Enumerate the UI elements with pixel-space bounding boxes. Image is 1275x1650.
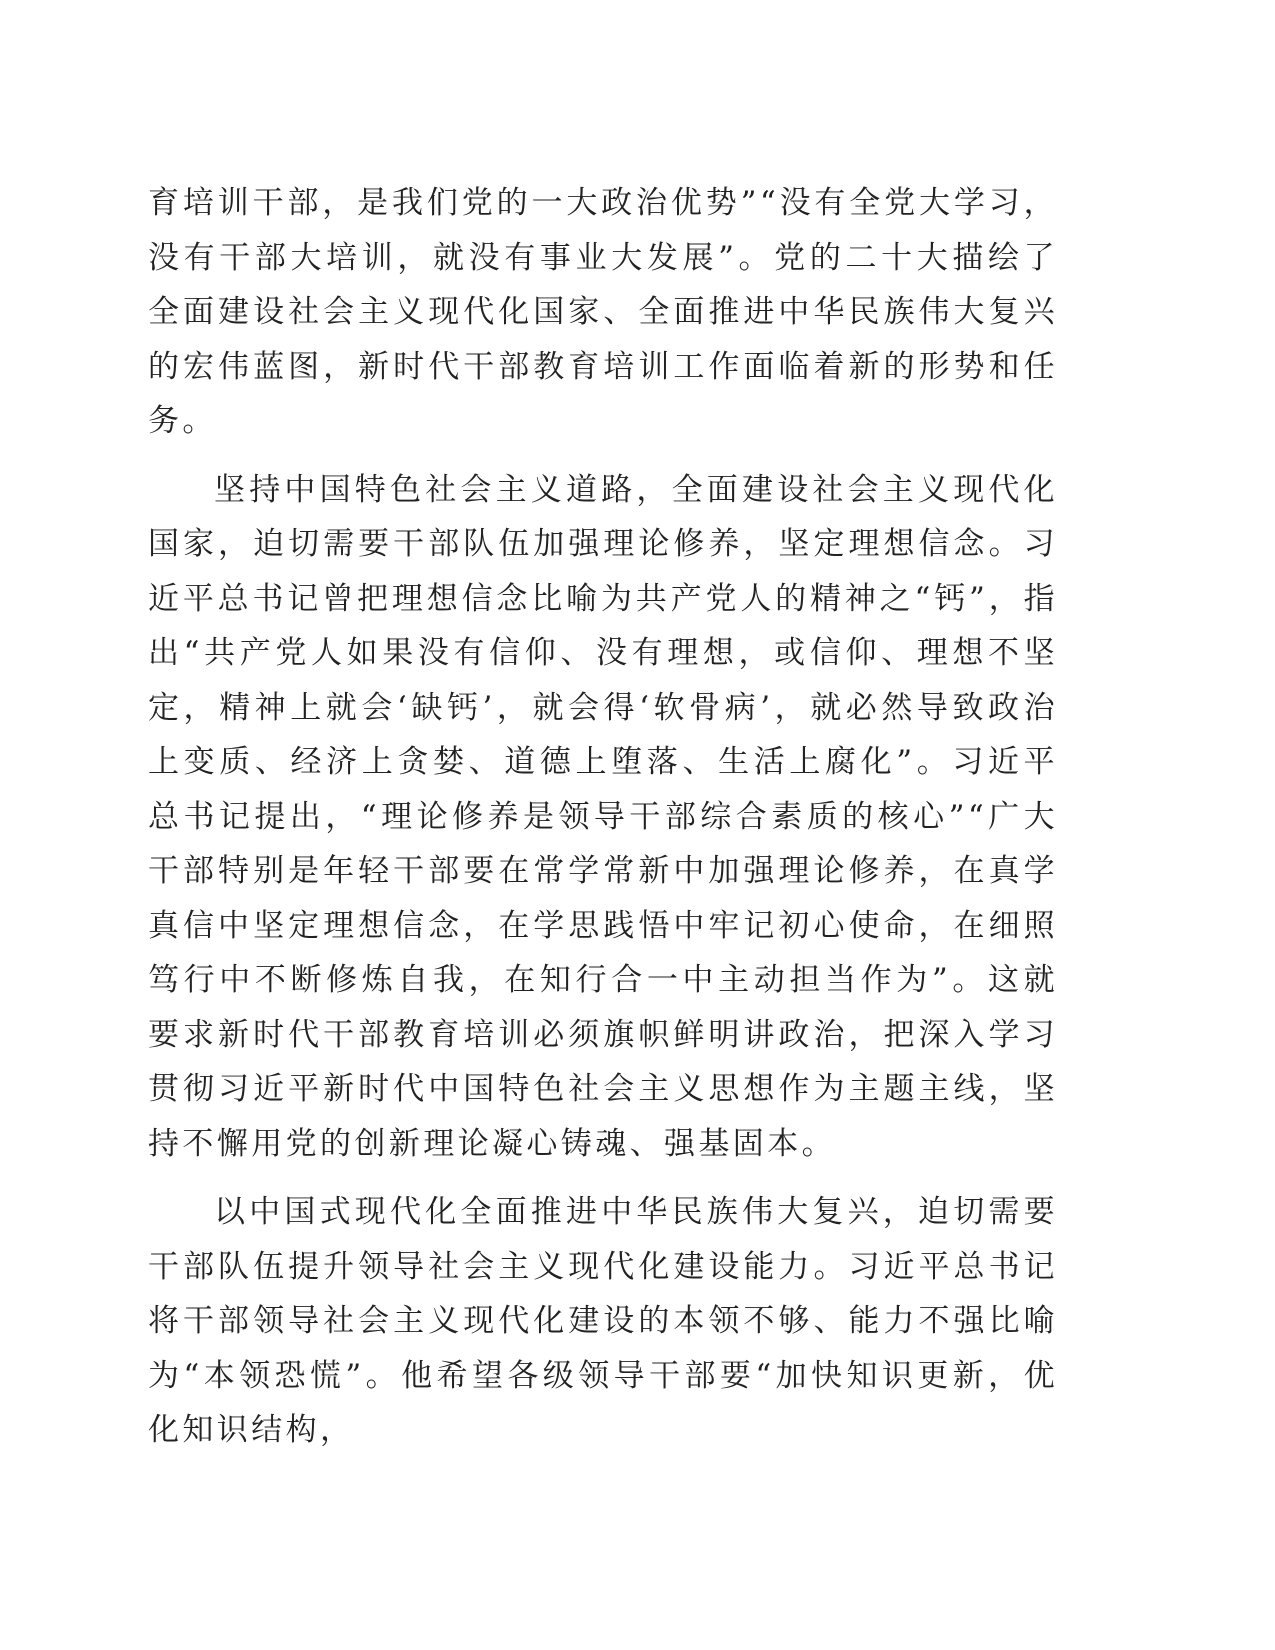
document-body <box>148 176 1058 1472</box>
paragraph-ideals-and-beliefs: 坚持中国特色社会主义道路，全面建设社会主义现代化国家，迫切需要干部队伍加强理论修养，坚定理想信念。习近平总书记曾把理想信念比喻为共产党人的精神之“钙”，指出“共产党人如果没有信仰、没有理想，或信仰、理想不坚定，精神上就会‘缺钙’，就会得‘软骨病’，就必然导致政治上变质、经济上贪婪、道德上堕落、生活上腐化”。习近平总书记提出，“理论修养是领导干部综合素质的核心”“广大干部特别是年轻干部要在常学常新中加强理论修养，在真学真信中坚定理想信念，在学思践悟中牢记初心使命，在细照笃行中不断修炼自我，在知行合一中主动担当作为”。这就要求新时代干部教育培训必须旗帜鲜明讲政治，把深入学习贯彻习近平新时代中国特色社会主义思想作为主题主线，坚持不懈用党的创新理论凝心铸魂、强基固本。 <box>148 471 1058 1162</box>
paragraph-modernization-capability: 以中国式现代化全面推进中华民族伟大复兴，迫切需要干部队伍提升领导社会主义现代化建设能力。习近平总书记将干部领导社会主义现代化建设的本领不够、能力不强比喻为“本领恐慌”。他希望各级领导干部要“加快知识更新，优化知识结构， <box>148 1194 1058 1448</box>
paragraph-continuation: 育培训干部，是我们党的一大政治优势”“没有全党大学习，没有干部大培训，就没有事业大发展”。党的二十大描绘了全面建设社会主义现代化国家、全面推进中华民族伟大复兴的宏伟蓝图，新时代干部教育培训工作面临着新的形势和任务。 <box>148 185 1058 439</box>
